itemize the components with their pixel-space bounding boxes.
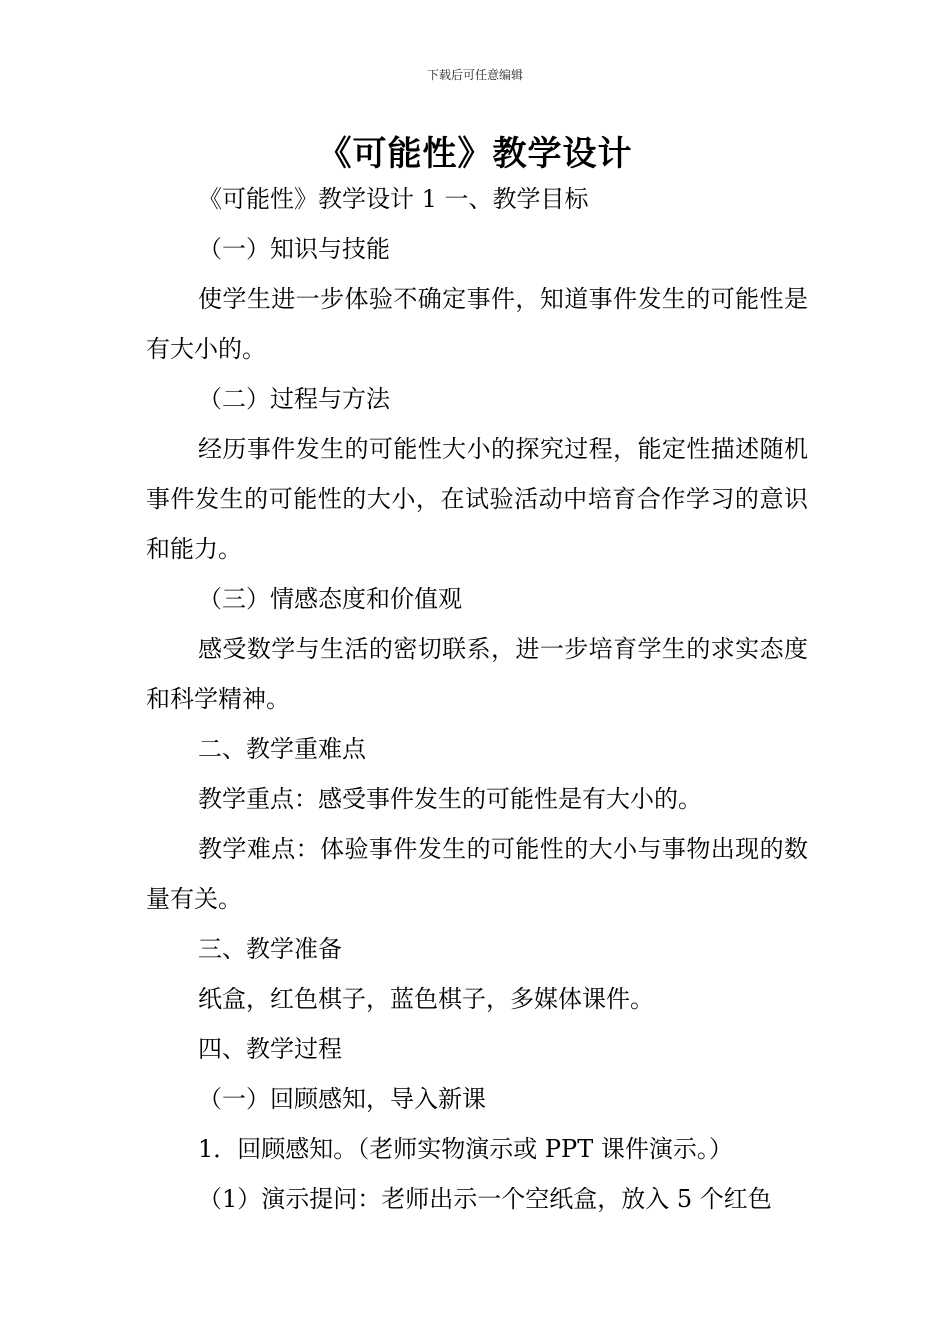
paragraph-process-text: 经历事件发生的可能性大小的探究过程，能定性描述随机事件发生的可能性的大小，在试验活动中培育合作学习的意识和能力。 [146, 435, 808, 563]
paragraph-section-1-heading: 《可能性》教学设计 1 一、教学目标 [198, 185, 589, 213]
paragraph-subheading-process: （二）过程与方法 [198, 385, 390, 413]
page-header-note: 下载后可任意编辑 [426, 68, 523, 82]
document-title: 《可能性》教学设计 [317, 134, 633, 174]
paragraph-section-4-heading: 四、教学过程 [198, 1035, 342, 1063]
paragraph-attitude-text: 感受数学与生活的密切联系，进一步培育学生的求实态度和科学精神。 [146, 635, 808, 713]
document-body [146, 174, 808, 1224]
paragraph-demo-question: （1）演示提问：老师出示一个空纸盒，放入 5 个红色 [198, 1185, 772, 1213]
paragraph-subheading-knowledge: （一）知识与技能 [198, 235, 390, 263]
paragraph-subheading-review: （一）回顾感知，导入新课 [198, 1085, 486, 1113]
paragraph-key-point: 教学重点：感受事件发生的可能性是有大小的。 [198, 785, 702, 813]
paragraph-subheading-attitude: （三）情感态度和价值观 [198, 585, 462, 613]
paragraph-materials: 纸盒，红色棋子，蓝色棋子，多媒体课件。 [198, 985, 654, 1013]
paragraph-review-item-1: 1．回顾感知。（老师实物演示或 PPT 课件演示。） [198, 1135, 733, 1163]
paragraph-difficult-point: 教学难点：体验事件发生的可能性的大小与事物出现的数量有关。 [146, 835, 808, 913]
paragraph-section-2-heading: 二、教学重难点 [198, 735, 366, 763]
paragraph-knowledge-text: 使学生进一步体验不确定事件，知道事件发生的可能性是有大小的。 [146, 285, 808, 363]
paragraph-section-3-heading: 三、教学准备 [198, 935, 342, 963]
